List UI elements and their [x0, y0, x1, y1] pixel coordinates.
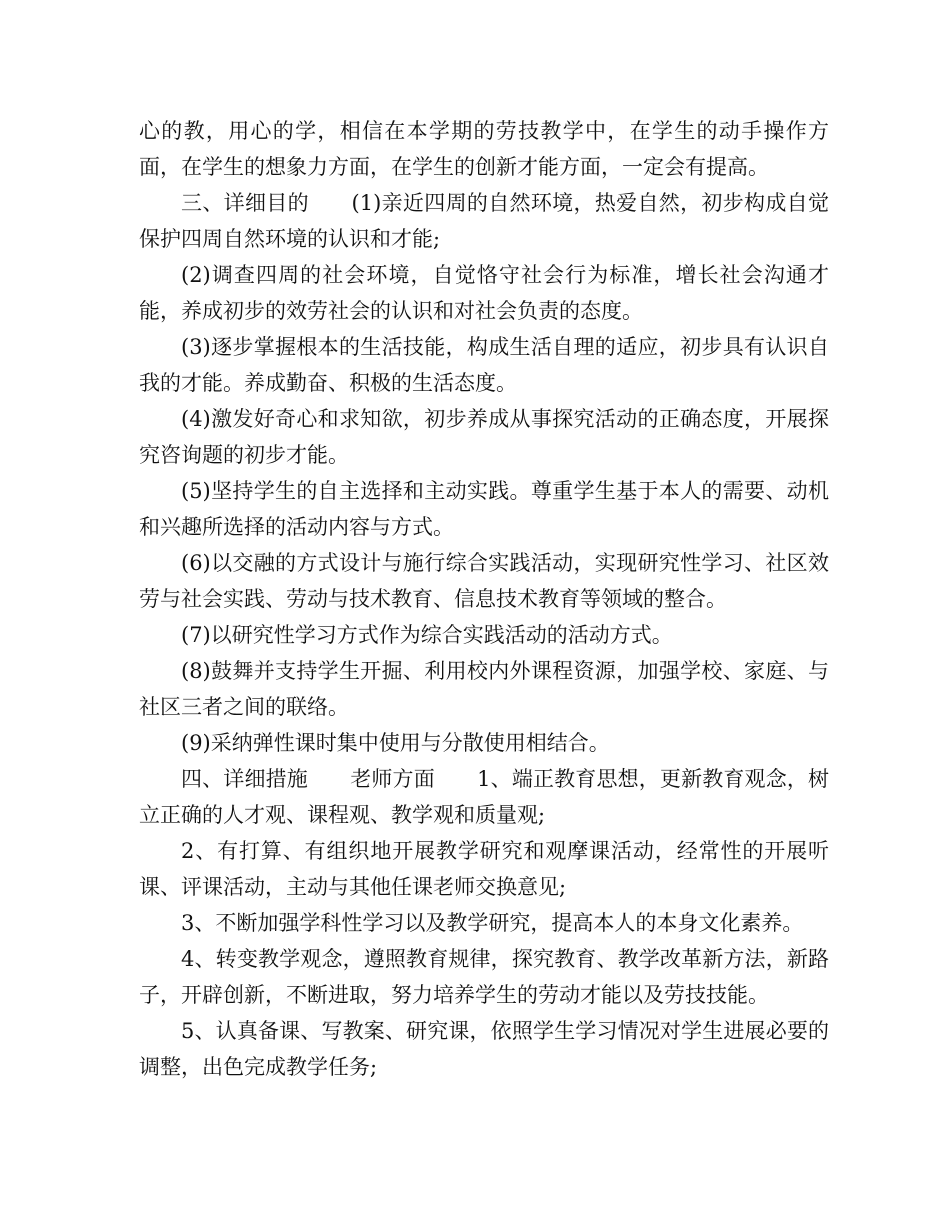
- document-body: [139, 113, 829, 1085]
- paragraph-goal-4: (4)激发好奇心和求知欲，初步养成从事探究活动的正确态度，开展探究咨询题的初步才能。: [139, 407, 829, 467]
- paragraph-goal-6: (6)以交融的方式设计与施行综合实践活动，实现研究性学习、社区效劳与社会实践、劳动与技术教育、信息技术教育等领域的整合。: [139, 551, 829, 611]
- paragraph-measure-3: 3、不断加强学科性学习以及教学研究，提高本人的本身文化素养。: [181, 911, 804, 935]
- paragraph-goal-8: (8)鼓舞并支持学生开掘、利用校内外课程资源，加强学校、家庭、与社区三者之间的联络。: [139, 659, 829, 719]
- paragraph-goal-7: (7)以研究性学习方式作为综合实践活动的活动方式。: [181, 623, 673, 647]
- paragraph-measure-5: 5、认真备课、写教案、研究课，依照学生学习情况对学生进展必要的调整，出色完成教学任务;: [139, 1019, 829, 1079]
- paragraph-goal-3: (3)逐步掌握根本的生活技能，构成生活自理的适应，初步具有认识自我的才能。养成勤奋、积极的生活态度。: [139, 335, 829, 395]
- paragraph-section-four-heading: 四、详细措施 老师方面 1、端正教育思想，更新教育观念，树立正确的人才观、课程观、教学观和质量观;: [139, 767, 829, 827]
- paragraph-goal-5: (5)坚持学生的自主选择和主动实践。尊重学生基于本人的需要、动机和兴趣所选择的活动内容与方式。: [139, 479, 829, 539]
- paragraph-section-three-heading: 三、详细目的 (1)亲近四周的自然环境，热爱自然，初步构成自觉保护四周自然环境的认识和才能;: [139, 191, 829, 251]
- paragraph-goal-9: (9)采纳弹性课时集中使用与分散使用相结合。: [181, 731, 610, 755]
- paragraph-continuation: 心的教，用心的学，相信在本学期的劳技教学中，在学生的动手操作方面，在学生的想象力方面，在学生的创新才能方面，一定会有提高。: [139, 119, 829, 179]
- paragraph-goal-2: (2)调查四周的社会环境，自觉恪守社会行为标准，增长社会沟通才能，养成初步的效劳社会的认识和对社会负责的态度。: [139, 263, 829, 323]
- paragraph-measure-4: 4、转变教学观念，遵照教育规律，探究教育、教学改革新方法，新路子，开辟创新，不断进取，努力培养学生的劳动才能以及劳技技能。: [139, 947, 829, 1007]
- paragraph-measure-2: 2、有打算、有组织地开展教学研究和观摩课活动，经常性的开展听课、评课活动，主动与其他任课老师交换意见;: [139, 839, 829, 899]
